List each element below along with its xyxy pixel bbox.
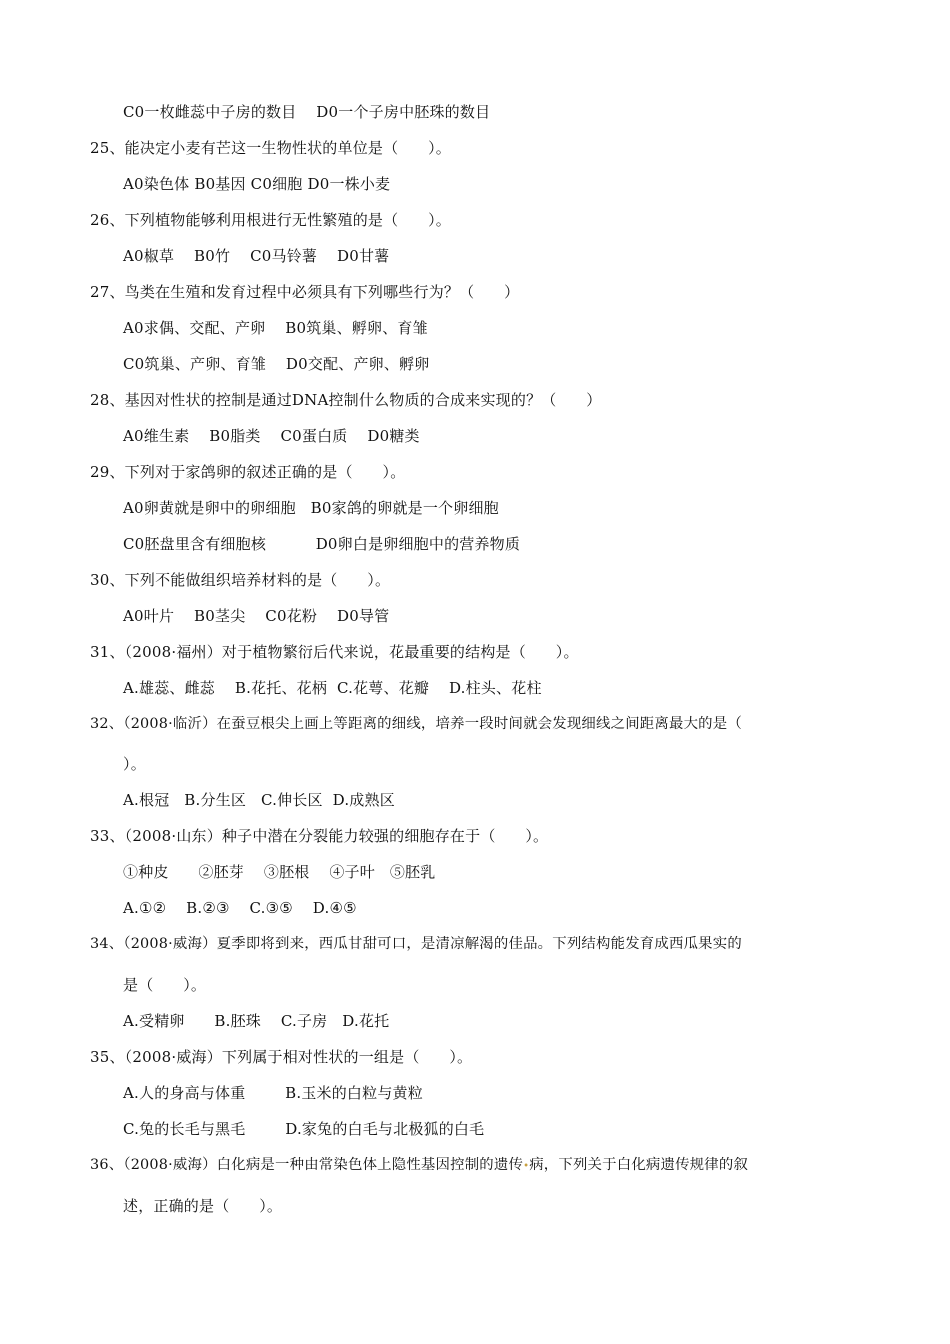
options-32: A.根冠 B.分生区 C.伸长区 D.成熟区 (123, 791, 395, 809)
question-35: 35、（2008·威海）下列属于相对性状的一组是（ ）。 (90, 1048, 473, 1066)
question-30: 30、下列不能做组织培养材料的是（ ）。 (90, 571, 391, 589)
options-33: A.①② B.②③ C.③⑤ D.④⑤ (123, 899, 357, 917)
options-28: A0维生素 B0脂类 C0蛋白质 D0糖类 (123, 427, 420, 445)
options-25: A0染色体 B0基因 C0细胞 D0一株小麦 (123, 175, 391, 193)
options-30: A0叶片 B0茎尖 C0花粉 D0导管 (123, 607, 390, 625)
question-33: 33、（2008·山东）种子中潜在分裂能力较强的细胞存在于（ ）。 (90, 827, 549, 845)
question-26: 26、下列植物能够利用根进行无性繁殖的是（ ）。 (90, 211, 451, 229)
options-27-ab: A0求偶、交配、产卵 B0筑巢、孵卵、育雏 (123, 319, 428, 337)
options-31: A.雄蕊、雌蕊 B.花托、花柄 C.花萼、花瓣 D.柱头、花柱 (123, 679, 542, 697)
options-29-ab: A0卵黄就是卵中的卵细胞 B0家鸽的卵就是一个卵细胞 (123, 499, 499, 517)
question-32-continued: ）。 (123, 755, 146, 773)
question-27: 27、鸟类在生殖和发育过程中必须具有下列哪些行为？（ ） (90, 283, 520, 301)
options-29-cd: C0胚盘里含有细胞核 D0卵白是卵细胞中的营养物质 (123, 535, 521, 553)
question-36-part1: 36、（2008·威海）白化病是一种由常染色体上隐性基因控制的遗传 (90, 1157, 524, 1173)
options-35-cd: C.兔的长毛与黑毛 D.家兔的白毛与北极狐的白毛 (123, 1120, 485, 1138)
question-25: 25、能决定小麦有芒这一生物性状的单位是（ ）。 (90, 139, 451, 157)
items-33: ①种皮 ②胚芽 ③胚根 ④子叶 ⑤胚乳 (123, 863, 436, 881)
option-line-24cd: C0一枚雌蕊中子房的数目 D0一个子房中胚珠的数目 (123, 103, 491, 121)
question-36-part2: 病，下列关于白化病遗传规律的叙 (529, 1157, 749, 1173)
question-31: 31、（2008·福州）对于植物繁衍后代来说，花最重要的结构是（ ）。 (90, 643, 579, 661)
options-27-cd: C0筑巢、产卵、育雏 D0交配、产卵、孵卵 (123, 355, 430, 373)
question-34-continued: 是（ ）。 (123, 976, 207, 994)
question-36-continued: 述，正确的是（ ）。 (123, 1197, 283, 1215)
options-35-ab: A.人的身高与体重 B.玉米的白粒与黄粒 (123, 1084, 423, 1102)
options-34: A.受精卵 B.胚珠 C.子房 D.花托 (123, 1012, 390, 1030)
question-29: 29、下列对于家鸽卵的叙述正确的是（ ）。 (90, 463, 406, 481)
options-26: A0椒草 B0竹 C0马铃薯 D0甘薯 (123, 247, 390, 265)
question-36 (90, 1155, 748, 1177)
question-32: 32、（2008·临沂）在蚕豆根尖上画上等距离的细线，培养一段时间就会发现细线之间距离最大的是（ (90, 716, 742, 732)
stray-mark: • (523, 1161, 530, 1172)
question-34: 34、（2008·威海）夏季即将到来，西瓜甘甜可口，是清凉解渴的佳品。下列结构能发育成西瓜果实的 (90, 936, 742, 952)
question-28: 28、基因对性状的控制是通过DNA控制什么物质的合成来实现的？（ ） (90, 391, 602, 409)
